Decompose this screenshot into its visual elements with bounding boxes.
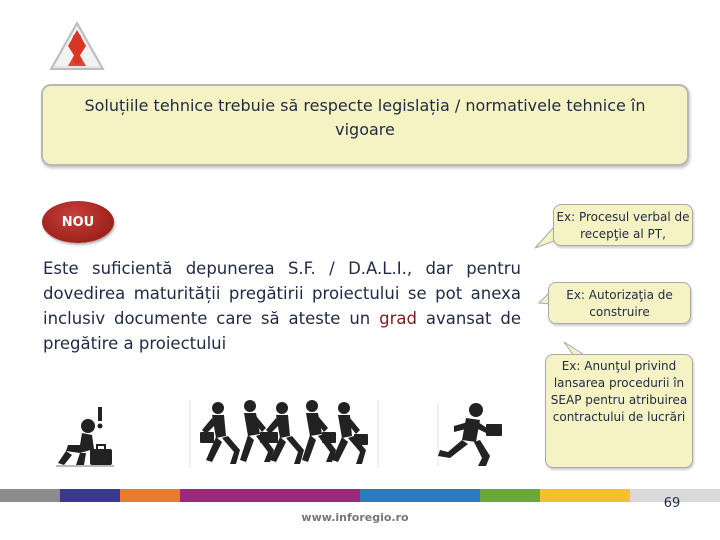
page-number: 69 — [663, 496, 681, 511]
main-text-part1: Este suficientă depunerea S.F. / D.A.L.I., dar pentru dovedirea maturității pregătirii proiectului se pot anexa inclusiv documente care să ateste un — [43, 259, 521, 328]
callout-anunt-seap — [545, 354, 693, 468]
bar-segment — [0, 489, 60, 502]
bottom-color-bar — [0, 489, 720, 502]
running-businessman-icon — [436, 400, 506, 468]
bar-segment — [60, 489, 120, 502]
callout-3-text: Ex: Anunţul privind lansarea procedurii în SEAP pentru atribuirea contractului de lucrări — [550, 359, 688, 424]
bar-segment — [120, 489, 180, 502]
main-paragraph — [43, 256, 521, 356]
callout-autorizatie — [548, 282, 691, 324]
callout-proces-verbal — [553, 204, 693, 246]
bar-segment — [180, 489, 360, 502]
bar-segment — [360, 489, 480, 502]
nou-label: NOU — [61, 214, 95, 230]
worried-person-with-briefcase-icon — [52, 405, 118, 469]
nou-badge — [42, 201, 114, 243]
bar-segment — [480, 489, 540, 502]
rule-box — [41, 84, 689, 166]
group-of-running-businessmen-icon — [188, 398, 380, 470]
main-text-part3: avansat de pregătire a proiectului — [43, 309, 521, 353]
callout-1-text: Ex: Procesul verbal de recepţie al PT, — [556, 210, 690, 241]
exclamation-warning-triangle-icon — [48, 20, 106, 72]
footer-url: www.inforegio.ro — [301, 511, 409, 524]
main-text-part2: grad — [379, 309, 417, 328]
rule-text: Soluțiile tehnice trebuie să respecte legislația / normativele tehnice în vigoare — [84, 96, 646, 139]
callout-2-text: Ex: Autorizaţia de construire — [566, 288, 673, 319]
bar-segment — [540, 489, 630, 502]
